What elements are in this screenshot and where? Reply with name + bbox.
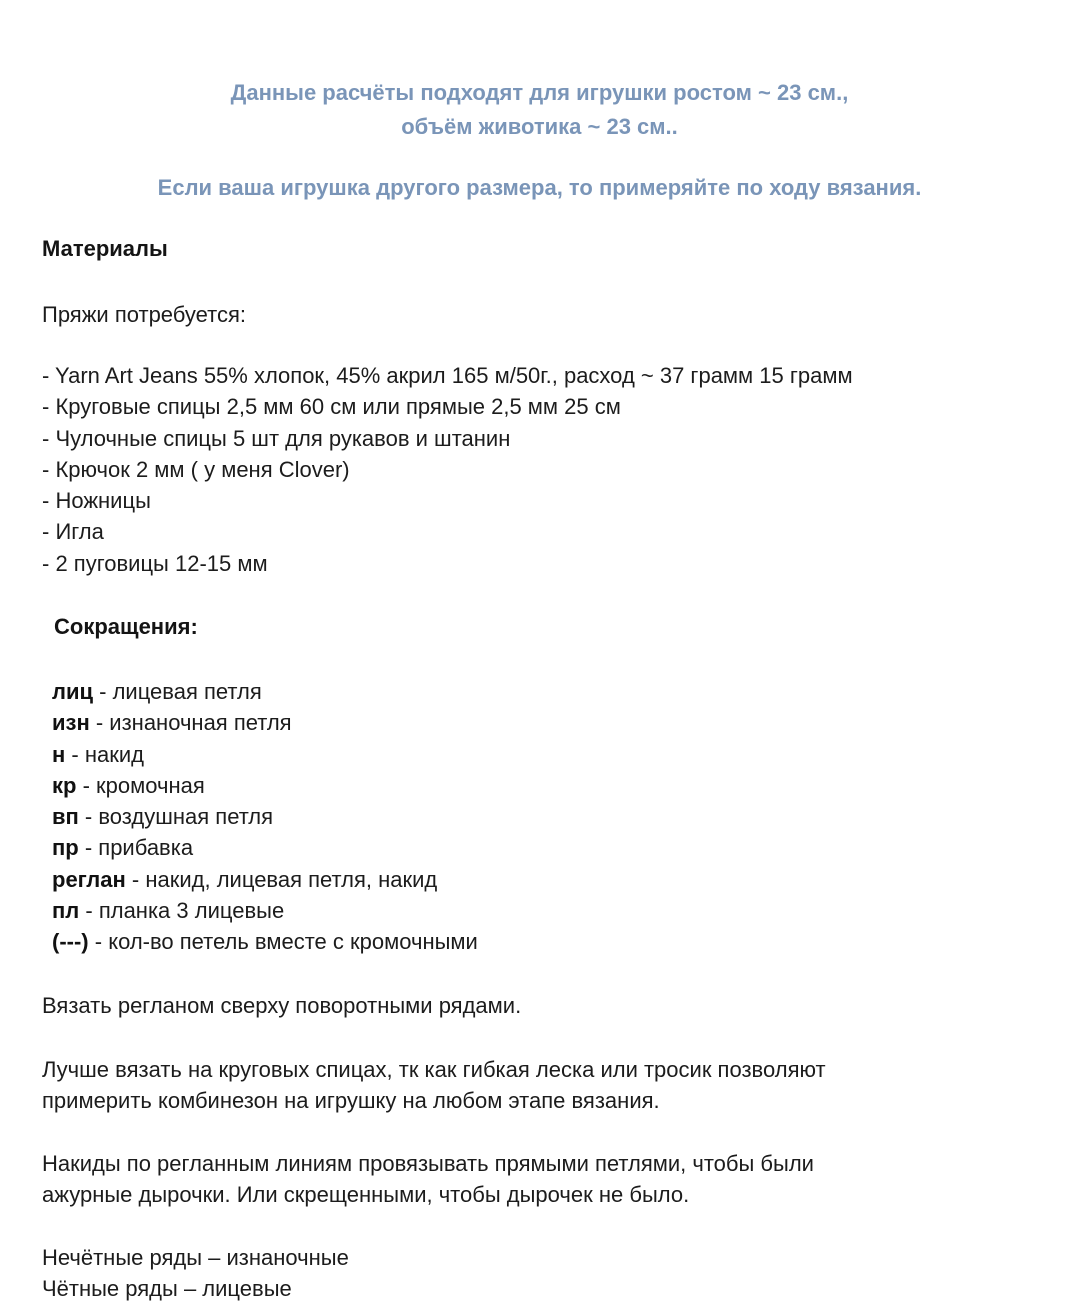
abbreviation-item <box>52 739 478 770</box>
materials-heading: Материалы <box>42 236 168 261</box>
abbreviation-key: изн <box>52 710 90 736</box>
abbreviation-key: реглан <box>52 866 126 892</box>
abbreviation-key: кр <box>52 772 77 798</box>
material-item: - Крючок 2 мм ( у меня Clover) <box>42 456 350 482</box>
abbreviations-list <box>52 676 478 958</box>
note-yarn-overs-1: Накиды по регланным линиям провязывать прямыми петлями, чтобы были <box>42 1151 814 1176</box>
note-knit-raglan: Вязать регланом сверху поворотными рядами. <box>42 993 522 1018</box>
note-yarn-overs-2: ажурные дырочки. Или скрещенными, чтобы дырочек не было. <box>42 1182 690 1207</box>
note-circular-needles-2: примерить комбинезон на игрушку на любом этапе вязания. <box>42 1088 660 1113</box>
abbreviation-key: вп <box>52 804 79 830</box>
abbreviations-heading: Сокращения: <box>54 614 198 639</box>
intro-line-3: Если ваша игрушка другого размера, то примеряйте по ходу вязания. <box>157 175 922 200</box>
abbreviation-item <box>52 801 478 832</box>
abbreviation-desc: - кол-во петель вместе с кромочными <box>88 929 478 955</box>
abbreviation-desc: - прибавка <box>78 835 194 861</box>
intro-line-1: Данные расчёты подходят для игрушки ростом ~ 23 см., <box>230 80 849 105</box>
material-item: - Игла <box>42 519 104 545</box>
abbreviation-desc: - накид <box>65 741 144 767</box>
material-item: - Чулочные спицы 5 шт для рукавов и штанин <box>42 425 511 451</box>
note-circular-needles-1: Лучше вязать на круговых спицах, тк как гибкая леска или тросик позволяют <box>42 1057 826 1082</box>
abbreviation-key: н <box>52 741 66 767</box>
materials-list <box>42 360 853 579</box>
abbreviation-item <box>52 926 478 957</box>
abbreviation-desc: - лицевая петля <box>93 679 262 704</box>
abbreviation-key: (---) <box>52 929 89 955</box>
yarn-label: Пряжи потребуется: <box>42 302 247 327</box>
abbreviation-item <box>52 707 478 738</box>
abbreviation-desc: - планка 3 лицевые <box>79 898 285 924</box>
material-item: - Круговые спицы 2,5 мм 60 см или прямые 2,5 мм 25 см <box>42 394 621 420</box>
note-even-rows: Чётные ряды – лицевые <box>42 1276 292 1301</box>
abbreviation-key: пл <box>52 898 80 924</box>
material-item: - Ножницы <box>42 488 151 514</box>
abbreviation-item <box>52 676 478 707</box>
abbreviation-desc: - изнаночная петля <box>89 710 292 736</box>
material-item: - 2 пуговицы 12-15 мм <box>42 550 268 576</box>
abbreviation-desc: - накид, лицевая петля, накид <box>125 866 438 892</box>
abbreviation-item <box>52 832 478 863</box>
abbreviation-key: лиц <box>52 679 94 704</box>
intro-line-2: объём животика ~ 23 см.. <box>401 114 678 139</box>
abbreviation-desc: - кромочная <box>76 772 205 798</box>
abbreviation-desc: - воздушная петля <box>78 804 274 830</box>
abbreviation-item <box>52 770 478 801</box>
material-item: - Yarn Art Jeans 55% хлопок, 45% акрил 165 м/50г., расход ~ 37 грамм 15 грамм <box>42 363 853 388</box>
note-odd-rows: Нечётные ряды – изнаночные <box>42 1245 349 1270</box>
abbreviation-item <box>52 864 478 895</box>
abbreviation-item <box>52 895 478 926</box>
abbreviation-key: пр <box>52 835 79 861</box>
